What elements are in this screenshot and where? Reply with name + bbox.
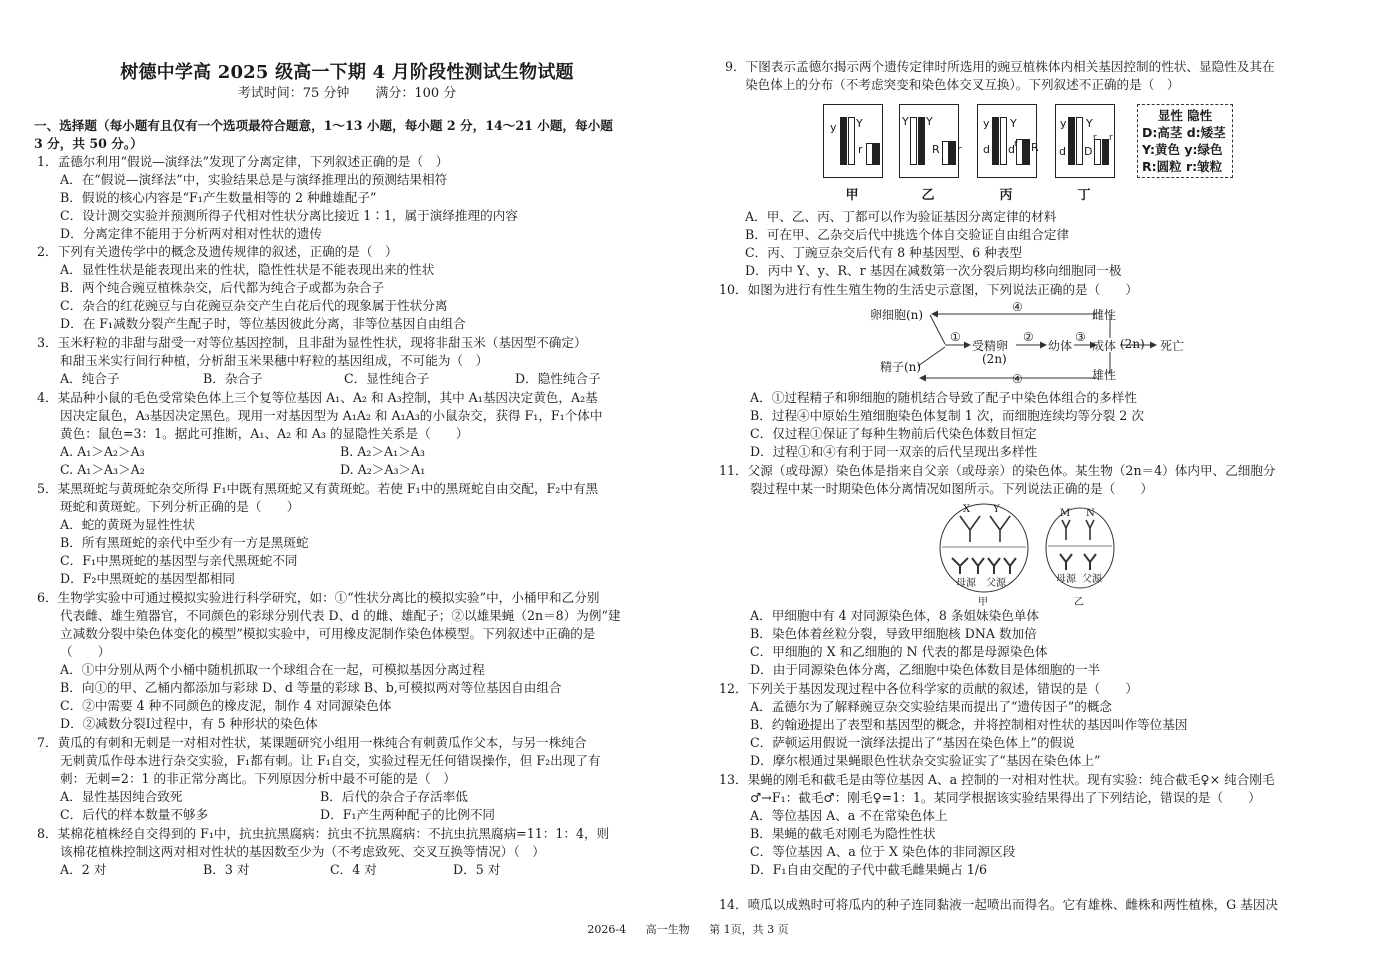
chromosome — [910, 117, 917, 165]
chromosome — [1102, 139, 1109, 165]
chromosome-x-label: X — [963, 504, 971, 515]
q12-option-d: D．摩尔根通过果蝇眼色性状杂交实验证实了“基因在染色体上” — [750, 753, 1101, 768]
q5-option-d: D．F₂中黑斑蛇的基因型都相同 — [60, 571, 236, 586]
q7-option-c: C．后代的样本数量不够多 — [60, 807, 209, 822]
paternal-label: 父源 — [986, 578, 1006, 589]
q11-stem-1: 11．父源（或母源）染色体是指来自父亲（或母亲）的染色体。某生物（2n＝4）体内甲、乙细胞分 — [719, 463, 1276, 478]
chromosome — [960, 516, 980, 542]
q8-option-b: B．3 对 — [203, 862, 250, 877]
maternal-label: 母源 — [956, 578, 976, 589]
cell-jia-label: 甲 — [978, 597, 988, 608]
chromosome-m-label: M — [1060, 508, 1071, 519]
q9-option-a: A．甲、乙、丙、丁都可以作为验证基因分离定律的材料 — [745, 209, 1057, 224]
q13-option-c: C．等位基因 A、a 位于 X 染色体的非同源区段 — [750, 844, 1016, 859]
gene-label: Y — [926, 115, 933, 128]
q2-option-c: C．杂合的红花豌豆与白花豌豆杂交产生白花后代的现象属于性状分离 — [60, 298, 448, 313]
male-label: 雄性 — [1092, 368, 1117, 382]
q11-option-a: A．甲细胞中有 4 对同源染色体，8 条姐妹染色单体 — [750, 608, 1040, 623]
chromosome — [952, 558, 968, 574]
q9-stem-2: 染色体上的分布（不考虑突变和染色体交叉互换）。下列叙述不正确的是（ ） — [745, 77, 1180, 92]
q7-option-b: B．后代的杂合子存活率低 — [320, 789, 468, 804]
cell-yi-label: 乙 — [1074, 597, 1084, 608]
cell-bing — [977, 104, 1037, 178]
q11-option-c: C．甲细胞的 X 和乙细胞的 N 代表的都是母源染色体 — [750, 644, 1048, 659]
q8-option-c: C．4 对 — [330, 862, 377, 877]
page-footer — [0, 921, 1376, 937]
q7-stem-2: 无刺黄瓜作母本进行杂交实验，F₁都有刺。让 F₁自交，实验过程无任何错误操作，但 F₂出现了有 — [60, 753, 601, 768]
section-heading: 一、选择题（每小题有且仅有一个选项最符合题意，1～13 小题，每小题 2 分，14～21 小题，每小题 — [34, 118, 613, 133]
chromosome — [866, 143, 873, 165]
cell-yi — [899, 104, 962, 178]
q11-stem-2: 裂过程中某一时期染色体分离情况如图所示。下列说法正确的是（ ） — [750, 481, 1153, 496]
gene-label: y — [1060, 117, 1067, 130]
juvenile-label: 幼体 — [1048, 339, 1073, 353]
legend-item: R:圆粒 r:皱粒 — [1142, 159, 1223, 174]
q3-option-d: D．隐性纯合子 — [515, 371, 601, 386]
legend-heading: 显性 隐性 — [1157, 108, 1213, 123]
q3-option-a: A．纯合子 — [60, 371, 120, 386]
q4-stem-1: 4．某品种小鼠的毛色受常染色体上三个复等位基因 A₁、A₂ 和 A₃控制，其中 A₁基因决定黄色，A₂基 — [37, 390, 598, 405]
q5-option-a: A．蛇的黄斑为显性性状 — [60, 517, 196, 532]
q6-option-d: D．②减数分裂Ⅰ过程中，有 5 种形状的染色体 — [60, 716, 318, 731]
section-heading-cont: 3 分，共 50 分。） — [34, 136, 143, 151]
zygote-ploidy: (2n) — [982, 352, 1007, 366]
gene-label: d — [1059, 145, 1066, 158]
step-1-label: ① — [950, 330, 961, 344]
q10-option-d: D．过程①和④有利于同一双亲的后代呈现出多样性 — [750, 444, 1038, 459]
gene-label: d — [983, 143, 990, 156]
q1-option-d: D．分离定律不能用于分析两对相对性状的遗传 — [60, 226, 322, 241]
q6-option-a: A．①中分别从两个小桶中随机抓取一个球组合在一起，可模拟基因分离过程 — [60, 662, 485, 677]
cell-ding — [1055, 104, 1115, 178]
cell-jia — [823, 104, 883, 178]
gene-label: D — [1084, 145, 1093, 158]
footer-date: 2026-4 — [587, 923, 627, 936]
cell-label: 丁 — [1077, 188, 1091, 203]
gene-label: Y — [856, 117, 863, 130]
q6-stem-1: 6．生物学实验中可通过模拟实验进行科学研究，如：①“性状分离比的模拟实验”中，小桶甲和乙分别 — [37, 590, 600, 605]
chromosome — [1060, 554, 1072, 570]
gene-label: Y — [1086, 117, 1093, 130]
q14-stem-1: 14．喷瓜以成熟时可将瓜内的种子连同黏液一起喷出而得名。它有雄株、雌株和两性植株，G 基因决 — [719, 897, 1279, 912]
q6-stem-2: 代表雌、雄生殖器官，不同颜色的彩球分别代表 D、d 的雌、雄配子；②以雄果蝇（2n＝8）为例“建 — [60, 608, 621, 623]
q3-stem-2: 和甜玉米实行间行种植，分析甜玉米果穗中籽粒的基因组成，不可能为（ ） — [60, 353, 489, 368]
gene-label: y — [983, 117, 990, 130]
q6-stem-3: 立减数分裂中染色体变化的模型”模拟实验中，可用橡皮泥制作染色体模型。下列叙述中正确的是 — [60, 626, 596, 641]
chromosome — [1023, 139, 1030, 165]
q5-option-b: B．所有黑斑蛇的亲代中至少有一方是黑斑蛇 — [60, 535, 309, 550]
q9-option-b: B．可在甲、乙杂交后代中挑选个体自交验证自由组合定律 — [745, 227, 1070, 242]
q4-stem-3: 黄色：鼠色=3：1。据此可推断，A₁、A₂ 和 A₃ 的显隐性关系是（ ） — [60, 426, 469, 441]
q12-option-c: C．萨顿运用假说一演绎法提出了“基因在染色体上”的假说 — [750, 735, 1075, 750]
step-4-label: ④ — [1012, 372, 1023, 386]
chromosome — [1004, 558, 1016, 574]
exam-info: 考试时间：75 分钟 满分：100 分 — [237, 86, 457, 101]
chromosome — [840, 117, 847, 165]
legend-item: D:高茎 d:矮茎 — [1142, 125, 1226, 140]
q2-option-b: B．两个纯合豌豆植株杂交，后代都为纯合子或都为杂合子 — [60, 280, 385, 295]
q11-option-d: D．由于同源染色体分离，乙细胞中染色体数目是体细胞的一半 — [750, 662, 1101, 677]
q5-stem-2: 斑蛇和黄斑蛇。下列分析正确的是（ ） — [60, 499, 300, 514]
q1-option-b: B．假说的核心内容是“F₁产生数量相等的 2 种雌雄配子” — [60, 190, 377, 205]
q11-option-b: B．染色体着丝粒分裂，导致甲细胞核 DNA 数加倍 — [750, 626, 1037, 641]
adult-ploidy: (2n) — [1120, 337, 1145, 351]
cell-jia-membrane — [940, 504, 1028, 592]
arrow — [930, 315, 945, 344]
q9-option-c: C．丙、丁豌豆杂交后代有 8 种基因型、6 种表型 — [745, 245, 1022, 260]
chromosome-n-label: N — [1086, 508, 1095, 519]
q12-option-b: B．约翰逊提出了表型和基因型的概念，并将控制相对性状的基因叫作等位基因 — [750, 717, 1188, 732]
step-3-label: ③ — [1075, 330, 1086, 344]
q12-stem: 12．下列关于基因发现过程中各位科学家的贡献的叙述，错误的是（ ） — [719, 681, 1139, 696]
chromosome — [972, 558, 984, 574]
arrow — [918, 347, 945, 366]
q6-option-c: C．②中需要 4 种不同颜色的橡皮泥，制作 4 对同源染色体 — [60, 698, 392, 713]
q8-option-a: A．2 对 — [60, 862, 107, 877]
q12-option-a: A．孟德尔为了解释豌豆杂交实验结果而提出了“遗传因子”的概念 — [750, 699, 1113, 714]
q7-stem-1: 7．黄瓜的有刺和无刺是一对相对性状，某课题研究小组用一株纯合有刺黄瓜作父本，与另一株纯合 — [37, 735, 587, 750]
gene-label: r — [1093, 133, 1097, 143]
footer-page-number: 第 1页，共 3 页 — [709, 923, 789, 936]
q7-option-a: A．显性基因纯合致死 — [60, 789, 183, 804]
chromosome — [873, 143, 880, 165]
gene-label: r — [1109, 133, 1113, 143]
q8-stem-1: 8．某棉花植株经自交得到的 F₁中，抗虫抗黑腐病：抗虫不抗黑腐病：不抗虫抗黑腐病=11：1：4，则 — [37, 826, 610, 841]
q4-option-b: B. A₂＞A₁＞A₃ — [340, 444, 425, 459]
chromosome — [1084, 554, 1096, 570]
gene-label: Y — [1010, 117, 1017, 130]
gene-label: R — [932, 143, 940, 156]
cell-label: 甲 — [845, 188, 859, 203]
q2-option-d: D．在 F₁减数分裂产生配子时，等位基因彼此分离，非等位基因自由组合 — [60, 316, 466, 331]
sperm-label: 精子(n) — [880, 360, 922, 374]
chromosome — [848, 117, 855, 165]
chromosome — [988, 558, 1000, 574]
q4-stem-2: 因决定鼠色，A₃基因决定黑色。现用一对基因型为 A₁A₂ 和 A₁A₃的小鼠杂交，获得 F₁，F₁个体中 — [60, 408, 603, 423]
paternal-label: 父源 — [1082, 574, 1102, 585]
q8-stem-2: 该棉花植株控制这两对相对性状的基因数至少为（不考虑致死、交叉互换等情况）（ ） — [60, 844, 545, 859]
chromosome — [992, 117, 999, 165]
q10-option-c: C．仅过程①保证了每种生物前后代染色体数目恒定 — [750, 426, 1037, 441]
chromosome — [1086, 520, 1094, 540]
page-title: 树德中学高 2025 级高一下期 4 月阶段性测试生物试题 — [120, 62, 574, 83]
q10-life-cycle-diagram — [870, 300, 1190, 388]
q10-stem: 10．如图为进行有性生殖生物的生活史示意图，下列说法正确的是（ ） — [719, 282, 1139, 297]
chromosome-y-label: Y — [993, 504, 1000, 515]
death-label: 死亡 — [1160, 339, 1185, 353]
cell-drawings — [938, 500, 1128, 608]
chromosome — [1068, 117, 1075, 165]
q13-option-d: D．F₁自由交配的子代中截毛雌果蝇占 1/6 — [750, 862, 988, 877]
egg-cell-label: 卵细胞(n) — [870, 308, 924, 322]
q2-stem: 2．下列有关遗传学中的概念及遗传规律的叙述，正确的是（ ） — [37, 244, 398, 259]
gene-label: r — [1014, 139, 1018, 149]
q3-option-c: C．显性纯合子 — [344, 371, 430, 386]
gene-label: d — [1008, 143, 1015, 156]
q6-stem-4: （ ） — [60, 644, 111, 659]
gene-label: r — [858, 143, 863, 156]
q4-option-c: C. A₁＞A₃＞A₂ — [60, 462, 145, 477]
q5-option-c: C．F₁中黑斑蛇的基因型与亲代黑斑蛇不同 — [60, 553, 298, 568]
gene-label: R — [1031, 141, 1039, 154]
q3-stem-1: 3．玉米籽粒的非甜与甜受一对等位基因控制，且非甜为显性性状，现将非甜玉米（基因型不确定） — [37, 335, 587, 350]
cell-label: 丙 — [999, 188, 1013, 203]
chromosome — [942, 141, 949, 165]
chromosome — [1076, 117, 1083, 165]
chromosome — [1062, 520, 1070, 540]
q5-stem-1: 5．某黑斑蛇与黄斑蛇杂交所得 F₁中既有黑斑蛇又有黄斑蛇。若使 F₁中的黑斑蛇自由交配，F₂中有黑 — [37, 481, 599, 496]
q7-stem-3: 刺：无刺=2：1 的非正常分离比。下列原因分析中最不可能的是（ ） — [60, 771, 456, 786]
adult-label: 成体 — [1092, 339, 1117, 353]
q10-option-b: B．过程④中原始生殖细胞染色体复制 1 次，而细胞连续均等分裂 2 次 — [750, 408, 1144, 423]
q1-stem: 1．孟德尔利用“假说—演绎法”发现了分离定律，下列叙述正确的是（ ） — [37, 154, 449, 169]
chromosome — [990, 516, 1010, 542]
q7-option-d: D．F₁产生两种配子的比例不同 — [320, 807, 496, 822]
q2-option-a: A．显性性状是能表现出来的性状，隐性性状是不能表现出来的性状 — [60, 262, 435, 277]
zygote-label: 受精卵 — [972, 339, 1009, 353]
q13-stem-2: ♂→F₁：截毛♂：刚毛♀=1：1。某同学根据该实验结果得出了下列结论，错误的是（ ） — [750, 790, 1261, 805]
step-4-label: ④ — [1012, 300, 1023, 314]
chromosome — [918, 117, 925, 165]
q4-option-d: D. A₂＞A₃＞A₁ — [340, 462, 426, 477]
chromosome — [949, 141, 956, 165]
q13-option-a: A．等位基因 A、a 不在常染色体上 — [750, 808, 948, 823]
q9-option-d: D．丙中 Y、y、R、r 基因在减数第一次分裂后期均移向细胞同一极 — [745, 263, 1122, 278]
gene-label: y — [830, 121, 837, 134]
footer-subject: 高一生物 — [645, 923, 690, 936]
q9-figure — [823, 104, 1239, 203]
q13-stem-1: 13．果蝇的刚毛和截毛是由等位基因 A、a 控制的一对相对性状。现有实验：纯合截毛♀× 纯合刚毛 — [719, 772, 1275, 787]
q11-cell-division-figure — [938, 500, 1128, 608]
q1-option-c: C．设计测交实验并预测所得子代相对性状分离比接近 1∶1，属于演绎推理的内容 — [60, 208, 518, 223]
step-2-label: ② — [1023, 330, 1034, 344]
maternal-label: 母源 — [1056, 574, 1076, 585]
gene-label: Y — [902, 115, 909, 128]
cell-label: 乙 — [921, 188, 935, 203]
female-label: 雌性 — [1092, 308, 1117, 322]
gene-label: r — [957, 143, 962, 156]
legend-item: Y:黄色 y:绿色 — [1142, 142, 1223, 157]
gene-legend — [1137, 104, 1233, 178]
q8-option-d: D．5 对 — [453, 862, 501, 877]
q6-option-b: B．向①的甲、乙桶内都添加与彩球 D、d 等量的彩球 B、b,可模拟两对等位基因自由组合 — [60, 680, 562, 695]
q13-option-b: B．果蝇的截毛对刚毛为隐性性状 — [750, 826, 936, 841]
q4-option-a: A. A₁＞A₂＞A₃ — [60, 444, 145, 459]
q10-option-a: A．①过程精子和卵细胞的随机结合导致了配子中染色体组合的多样性 — [750, 390, 1137, 405]
q1-option-a: A．在“假说—演绎法”中，实验结果总是与演绎推理出的预测结果相符 — [60, 172, 448, 187]
chromosome — [1000, 117, 1007, 165]
q3-option-b: B．杂合子 — [203, 371, 263, 386]
q9-stem-1: 9．下图表示孟德尔揭示两个遗传定律时所选用的豌豆植株体内相关基因控制的性状、显隐性及其在 — [725, 59, 1275, 74]
